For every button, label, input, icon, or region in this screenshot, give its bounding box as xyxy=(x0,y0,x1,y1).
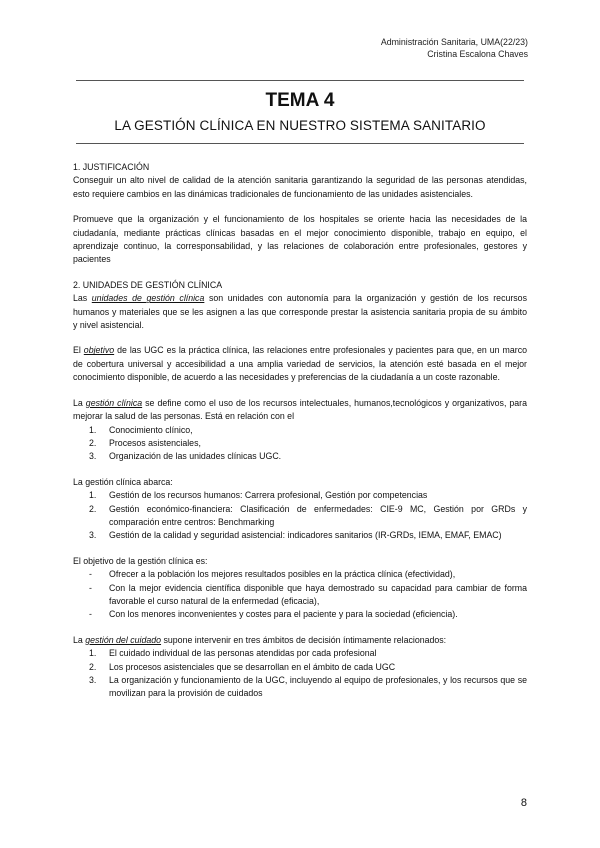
page-header xyxy=(381,36,528,60)
list-text: El cuidado individual de las personas atendidas por cada profesional xyxy=(109,648,377,659)
list-text: Con la mejor evidencia científica disponible que haya demostrado su capacidad para cambiar de forma favorable el curso natural de la enfermedad (eficacia), xyxy=(109,582,527,606)
list-item xyxy=(73,568,527,581)
section-2-paragraph-1 xyxy=(73,292,527,332)
list-cuidado xyxy=(73,647,527,701)
list-marker: - xyxy=(89,582,92,593)
list-text: Gestión económico-financiera: Clasificación de enfermedades: CIE-9 MC, Gestión por GRDs y comparación entre centros: Benchmarking xyxy=(109,503,527,527)
list-marker: 1. xyxy=(89,648,97,659)
list-text: Procesos asistenciales, xyxy=(109,437,201,448)
list-item xyxy=(73,608,527,621)
page-number: 8 xyxy=(520,797,527,809)
text-span: La xyxy=(73,634,86,645)
list-relacion xyxy=(73,424,527,464)
list-objetivo xyxy=(73,568,527,622)
list-item xyxy=(73,674,527,701)
title-divider xyxy=(76,143,524,144)
text-span: El xyxy=(73,345,84,356)
text-span: de las UGC es la práctica clínica, las relaciones entre profesionales y pacientes para que, en un marco de cobertura universal y accesibilidad a una amplia variedad de servicios, la atención esté basada en el mejor conocimiento disponible, de acuerdo a las necesidades y preferencias de la ciudadanía a un coste razonable. xyxy=(73,345,527,383)
list-text: Conocimiento clínico, xyxy=(109,424,193,435)
text-span: son unidades con autonomía para la organización y gestión de los recursos humanos y materiales que se les asignen a las que corresponde prestar la asistencia sanitaria propia de su ámbito y nivel asistencial. xyxy=(73,293,527,331)
list-marker: 2. xyxy=(89,437,97,448)
list-text: Gestión de los recursos humanos: Carrera profesional, Gestión por competencias xyxy=(109,490,428,501)
list-item xyxy=(73,437,527,450)
list-abarca xyxy=(73,489,527,543)
section-1-paragraph-2: Promueve que la organización y el funcionamiento de los hospitales se oriente hacia las necesidades de la ciudadanía, mediante prácticas clínicas basadas en el mejor conocimiento disponible, trabajo en equipo, el aprendizaje continuo, la corresponsabilidad, y las relaciones de colaboración entre profesionales, gestores y pacientes xyxy=(73,214,527,265)
list-text: Gestión de la calidad y seguridad asistencial: indicadores sanitarios (IR-GRDs, IEMA, EMAF, EMAC) xyxy=(109,530,502,541)
term-gestion-clinica: gestión clínica xyxy=(85,397,143,408)
page-title: TEMA 4 xyxy=(265,90,335,111)
section-2-paragraph-3 xyxy=(73,397,527,424)
list-item xyxy=(73,450,527,463)
section-2-heading: 2. UNIDADES DE GESTIÓN CLÍNICA xyxy=(73,279,223,290)
list-text: Organización de las unidades clínicas UGC. xyxy=(109,451,282,462)
text-span: se define como el uso de los recursos intelectuales, humanos,tecnológicos y organizativos, para mejorar la salud de las personas. Está en relación con el xyxy=(73,397,528,422)
list-marker: 2. xyxy=(89,503,97,514)
top-divider xyxy=(76,80,524,81)
list-marker: 2. xyxy=(89,661,97,672)
section-1-paragraph-1: Conseguir un alto nivel de calidad de la atención sanitaria garantizando la seguridad de las personas atendidas, esto requiere cambios en las dinámicas tradicionales de funcionamiento de las unidades asistenciales. xyxy=(73,175,527,199)
list-text: Los procesos asistenciales que se desarrollan en el ámbito de cada UGC xyxy=(109,661,396,672)
list-marker: 3. xyxy=(89,675,97,685)
list-marker: - xyxy=(89,609,92,620)
section-2-paragraph-5: El objetivo de la gestión clínica es: xyxy=(73,555,208,566)
list-text: Ofrecer a la población los mejores resultados posibles en la práctica clínica (efectividad), xyxy=(109,569,456,580)
page-subtitle: LA GESTIÓN CLÍNICA EN NUESTRO SISTEMA SANITARIO xyxy=(114,118,486,133)
list-item xyxy=(73,582,527,609)
list-item xyxy=(73,424,527,437)
list-marker: 3. xyxy=(89,451,97,462)
list-text: Con los menores inconvenientes y costes para el paciente y para la sociedad (eficiencia). xyxy=(109,609,458,620)
term-gestion-cuidado: gestión del cuidado xyxy=(85,634,162,645)
list-marker: 3. xyxy=(89,530,97,541)
list-marker: 1. xyxy=(89,424,97,435)
term-unidades-gestion-clinica: unidades de gestión clínica xyxy=(91,293,205,304)
section-2-paragraph-4: La gestión clínica abarca: xyxy=(73,476,173,487)
section-2-paragraph-2 xyxy=(73,344,527,384)
section-1-heading: 1. JUSTIFICACIÓN xyxy=(73,162,150,172)
list-item xyxy=(73,489,527,502)
term-objetivo: objetivo xyxy=(83,345,115,356)
header-course: Administración Sanitaria, UMA(22/23) xyxy=(380,37,528,47)
list-marker: 1. xyxy=(89,490,97,501)
list-item xyxy=(73,661,527,674)
list-item xyxy=(73,529,527,542)
header-author: Cristina Escalona Chaves xyxy=(427,49,528,59)
text-span: La xyxy=(73,397,86,408)
list-text: La organización y funcionamiento de la UGC, incluyendo al equipo de profesionales, y los recursos que se movilizan para la provisión de cuidados xyxy=(109,675,527,699)
list-item xyxy=(73,647,527,660)
list-marker: - xyxy=(89,569,92,580)
section-2-paragraph-6 xyxy=(73,634,527,647)
document-body xyxy=(73,161,527,701)
list-item xyxy=(73,503,527,530)
text-span: Las xyxy=(73,293,92,304)
text-span: supone intervenir en tres ámbitos de decisión íntimamente relacionados: xyxy=(161,634,447,645)
